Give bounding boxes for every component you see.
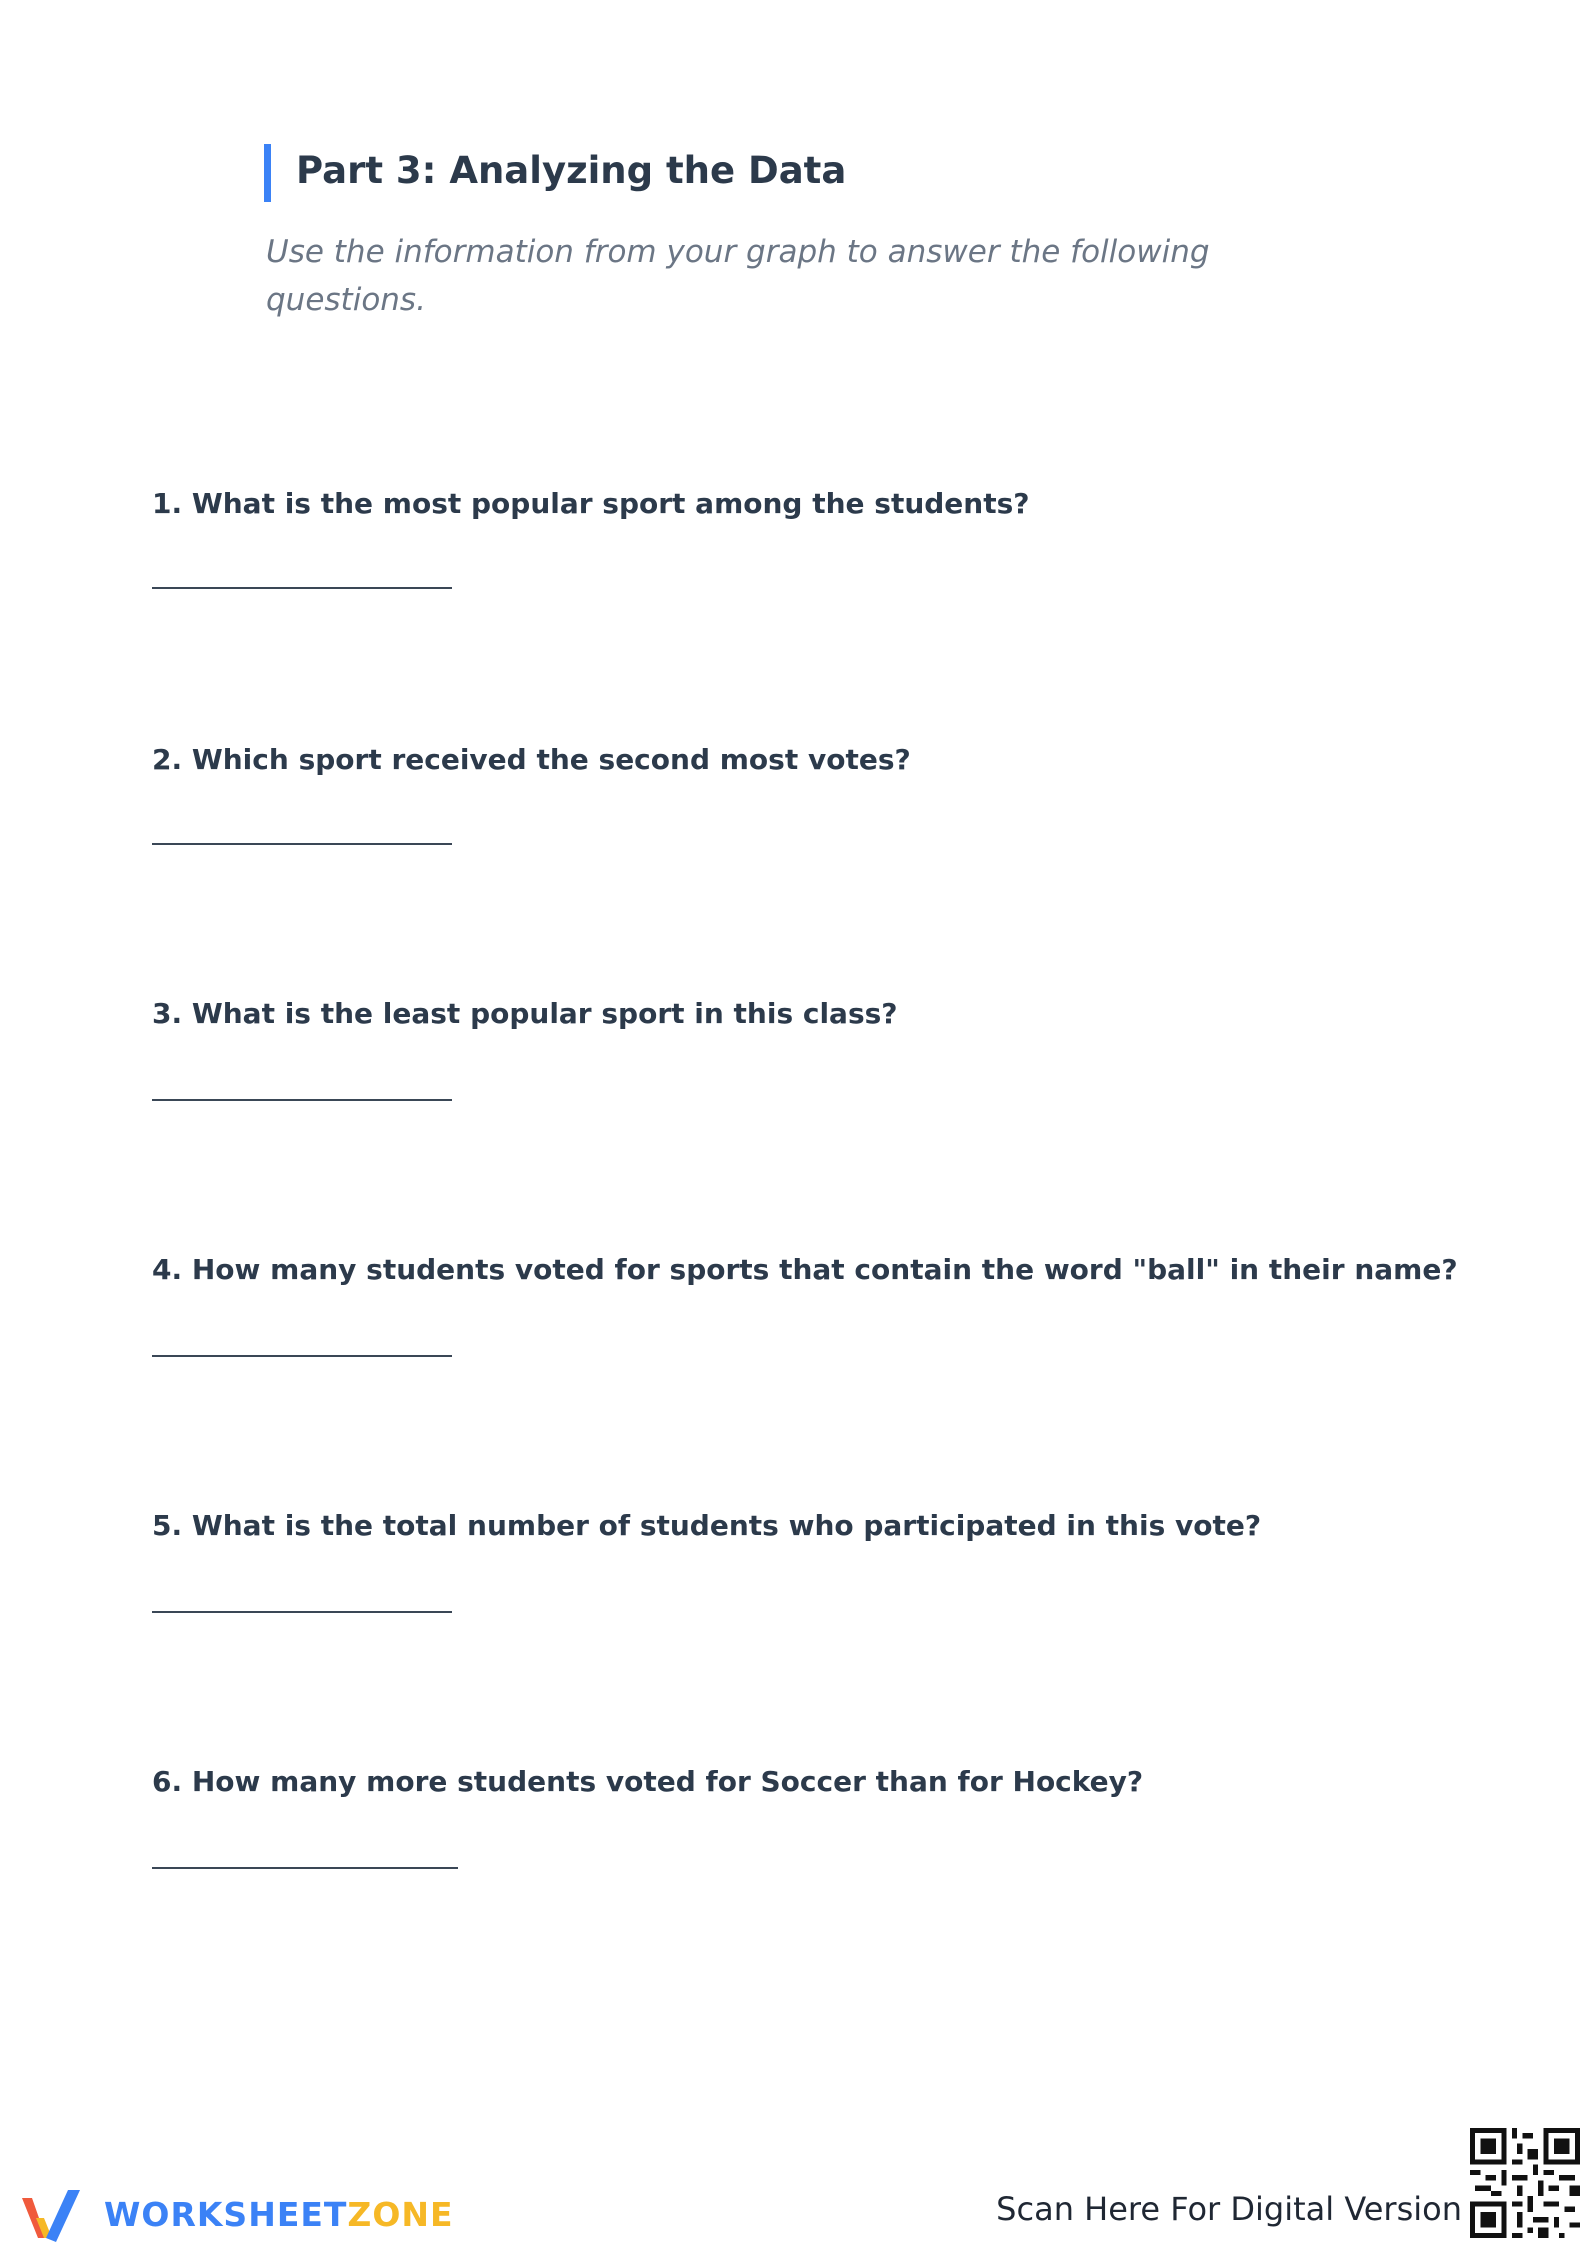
brand-name: WORKSHEETZONE <box>104 2194 454 2234</box>
answer-line-2[interactable] <box>152 843 452 845</box>
scan-label: Scan Here For Digital Version <box>996 2190 1462 2228</box>
brand-logo[interactable] <box>18 2184 454 2244</box>
question-1: 1. What is the most popular sport among the students? <box>152 487 1030 520</box>
question-6: 6. How many more students voted for Soccer than for Hockey? <box>152 1765 1144 1798</box>
question-2: 2. Which sport received the second most votes? <box>152 743 911 776</box>
answer-line-3[interactable] <box>152 1099 452 1101</box>
instructions: Use the information from your graph to answer the following questions. <box>266 234 1210 318</box>
answer-line-6[interactable] <box>152 1867 458 1869</box>
answer-line-1[interactable] <box>152 587 452 589</box>
answer-line-4[interactable] <box>152 1355 452 1357</box>
question-5: 5. What is the total number of students who participated in this vote? <box>152 1509 1262 1542</box>
section-title: Part 3: Analyzing the Data <box>296 149 847 192</box>
section-accent-bar <box>264 144 271 202</box>
answer-line-5[interactable] <box>152 1611 452 1613</box>
question-4: 4. How many students voted for sports that contain the word "ball" in their name? <box>152 1253 1458 1286</box>
question-3: 3. What is the least popular sport in this class? <box>152 997 898 1030</box>
worksheetzone-logo-icon <box>18 2184 94 2244</box>
qr-code-icon[interactable] <box>1470 2128 1580 2238</box>
